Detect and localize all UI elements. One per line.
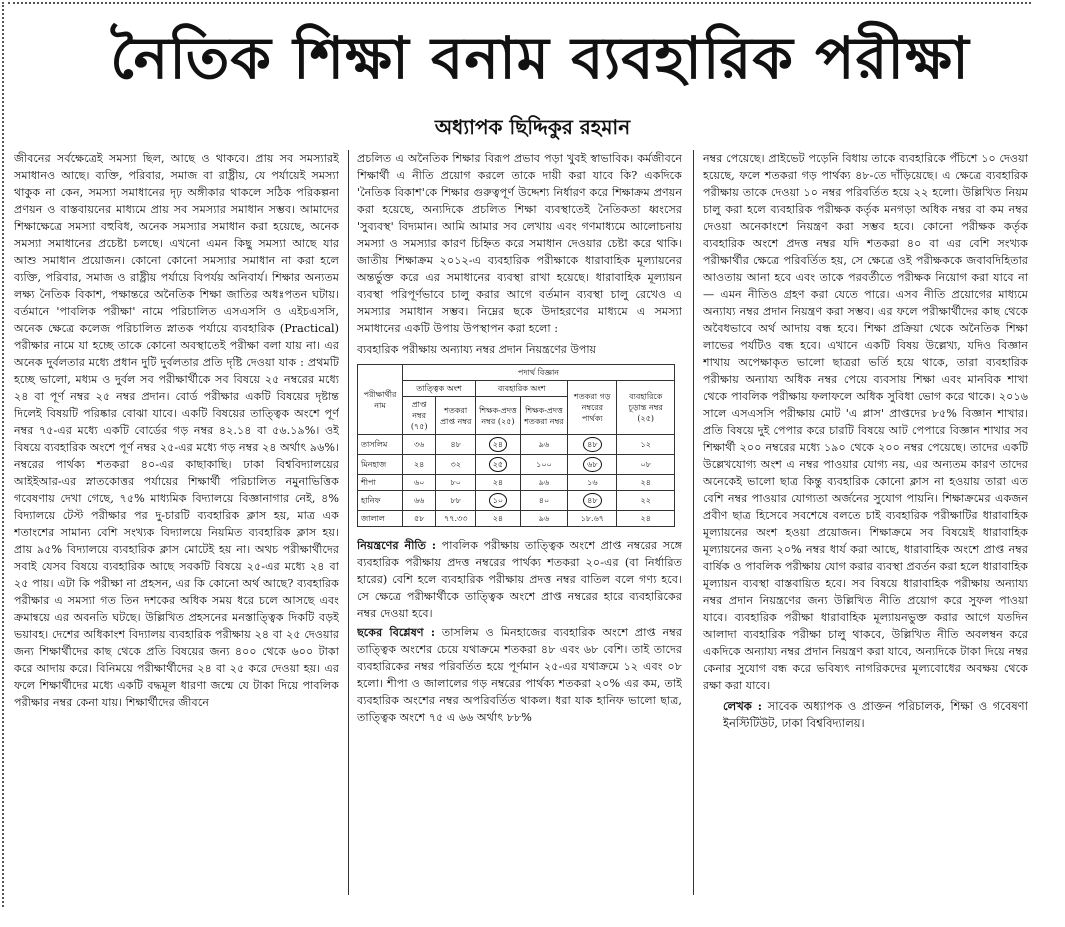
- circled-value: ২৫: [489, 457, 507, 472]
- column-2-paragraph-1: প্রচলিত এ অনৈতিক শিক্ষার বিরূপ প্রভাব পড়া খুবই স্বাভাবিক। কর্মজীবনে শিক্ষার্থী এ নীতি প্রয়োগ করলে তাকে দায়ী করা যাবে কি? একদিকে 'নৈতিক বিকাশ'কে শিক্ষার গুরুত্বপূর্ণ উদ্দেশ্য নির্ধারণ করে শিক্ষাক্রম প্রণয়ন করা হয়েছে, অন্যদিকে প্রচলিত শিক্ষা ব্যবস্থাতেই নৈতিকতা ধ্বংসের 'সুব্যবস্থ' বিদ্যমান। আমি আমার সব লেখায় এবং গণমাধ্যমে আলোচনায় সমস্যা ও সমস্যার কারণ চিহ্নিত করে সমাধান দেওয়ার চেষ্টা করে থাকি। জাতীয় শিক্ষাক্রম ২০১২-এ ব্যবহারিক পরীক্ষাকে ধারাবাহিক মূল্যায়নের অন্তর্ভুক্ত করে এর সমাধানের ব্যবস্থা রাখা হয়েছে। ধারাবাহিক মূল্যায়ন ব্যবস্থা পরিপূর্ণভাবে চালু করার আগে বর্তমান ব্যবস্থা চালু রেখেও এ সমস্যার সমাধান সম্ভব। নিম্নের ছকে উদাহরণের মাধ্যমে এ সমস্যা সমাধানের একটি উপায় উপস্থাপন করা হলো :: [357, 152, 682, 335]
- table-cell: ৫৮: [403, 511, 436, 527]
- table-row: [358, 475, 675, 491]
- column-1: [14, 150, 339, 895]
- author-note: [703, 698, 1028, 732]
- circled-value: ৪৮: [583, 493, 601, 508]
- table-cell-circled: [476, 435, 521, 455]
- article-title: নৈতিক শিক্ষা বনাম ব্যবহারিক পরীক্ষা: [110, 24, 970, 92]
- circled-value: ৬৮: [583, 457, 601, 472]
- table-header-theory: তাত্ত্বিক অংশ: [403, 381, 476, 397]
- table-cell: ২২: [617, 491, 675, 511]
- author-lead: লেখক :: [723, 699, 763, 713]
- table-cell: ৯৬: [520, 475, 568, 491]
- column-2-paragraph-3: [357, 624, 682, 726]
- policy-text: পাবলিক পরীক্ষায় তাত্ত্বিক অংশে প্রাপ্ত নম্বরের সঙ্গে ব্যবহারিক পরীক্ষায় প্রদত্ত নম্বরের পার্থক্য শতকরা ২০-এর (বা নির্ধারিত হারের) বেশি হলে ব্যবহারিক পরীক্ষায় প্রদত্ত নম্বর বাতিল বলে গণ্য হবে। সে ক্ষেত্রে পরীক্ষার্থীকে তাত্ত্বিক অংশে প্রাপ্ত নম্বরের হারে ব্যবহারিকের নম্বর দেওয়া হবে।: [357, 539, 682, 620]
- table-header-row: [358, 381, 675, 397]
- author-text: সাবেক অধ্যাপক ও প্রাক্তন পরিচালক, শিক্ষা ও গবেষণা ইনস্টিটিউট, ঢাকা বিশ্ববিদ্যালয়।: [723, 699, 1028, 730]
- table-cell: ১০০: [520, 455, 568, 475]
- column-divider-2: [693, 150, 694, 895]
- table-cell: ২৪: [476, 511, 521, 527]
- table-header-row: [358, 365, 675, 381]
- circled-value: ২৪: [489, 437, 507, 452]
- circled-value: ১০: [489, 493, 507, 508]
- table-header-obtained: প্রাপ্ত নম্বর (৭৫): [403, 397, 436, 435]
- table-cell: ৩২: [436, 455, 476, 475]
- table-cell-name: হানিফ: [358, 491, 403, 511]
- table-cell: ২৪: [403, 455, 436, 475]
- circled-value: ৪৮: [583, 437, 601, 452]
- policy-lead: নিয়ন্ত্রণের নীতি :: [357, 538, 437, 552]
- table-cell-circled: [476, 455, 521, 475]
- table-cell: ২৪: [617, 475, 675, 491]
- article-byline: অধ্যাপক ছিদ্দিকুর রহমান: [434, 115, 631, 139]
- table-cell: ১৮.৬৭: [568, 511, 617, 527]
- table-cell-name: জালাল: [358, 511, 403, 527]
- table-cell: ৮৮: [436, 491, 476, 511]
- table-row: [358, 435, 675, 455]
- table-cell-name: তাসলিম: [358, 435, 403, 455]
- table-cell: ৬০: [403, 475, 436, 491]
- table-row: [358, 491, 675, 511]
- table-cell: ০৮: [617, 455, 675, 475]
- column-3-paragraph: নম্বর পেয়েছে। প্রাইভেট পড়েনি বিধায় তাকে ব্যবহারিকে পঁচিশে ১০ দেওয়া হয়েছে, ফলে শতকরা গড় পার্থক্য ৪৮-তে দাঁড়িয়েছে। এ ক্ষেত্রে ব্যবহারিক পরীক্ষায় তাকে দেওয়া ১০ নম্বর পরিবর্তিত হয়ে ২২ হলো। উল্লিখিত নিয়ম চালু করা হলে ব্যবহারিক পরীক্ষক কর্তৃক মনগড়া অধিক নম্বর বা কম নম্বর দেওয়া অনেকাংশে নিয়ন্ত্রণ করা সম্ভব হবে। কোনো পরীক্ষক কর্তৃক ব্যবহারিক অংশে প্রদত্ত নম্বর যদি শতকরা ৪০ বা এর বেশি সংখ্যক পরীক্ষার্থীর ক্ষেত্রে পরিবর্তিত হয়, সে ক্ষেত্রে ওই পরীক্ষককে জবাবদিহিতার আওতায় আনা হবে এবং তাকে পরবর্তীতে পরীক্ষক নিয়োগ করা যাবে না— এমন নীতিও গ্রহণ করা যেতে পারে। এসব নীতি প্রয়োগের মাধ্যমে অন্যায্য নম্বর প্রদান নিয়ন্ত্রণ করা সম্ভব। এর ফলে পরীক্ষার্থীদের কাছ থেকে অবৈধভাবে অর্থ আদায় বন্ধ হবে। শিক্ষা প্রক্রিয়া থেকে অনৈতিক শিক্ষা লাভের পর্যটিও বন্ধ হবে। এখানে একটি বিষয় উল্লেখ্য, যদিও বিজ্ঞান শাখায় অপেক্ষাকৃত ভালো ছাত্ররা ভর্তি হয়ে থাকে, তারা ব্যবহারিক পরীক্ষায় অন্যায্য অধিক নম্বর পেয়ে ব্যবসায় শিক্ষা এবং মানবিক শাখা থেকে পাবলিক পরীক্ষায় ফলাফলে অধিক সুবিধা ভোগ করে থাকে। ২০১৬ সালে এসএসসি পরীক্ষায় মোট 'এ প্লাস' প্রাপ্তদের ৮৫% বিজ্ঞান শাখার। প্রতি বিষয়ে দুই পেপার করে চারটি বিষয়ে আট পেপারে বিজ্ঞান শাখার সব শিক্ষার্থী ২০০ নম্বরের মধ্যে ১৯০ থেকে ২০০ নম্বর পেয়েছে। তাদের একটি উল্লেখযোগ্য অংশ এ নম্বর পাওয়ার যোগ্য নয়, এর অন্যতম কারণ তাদের অনেকেই ভালো ছাত্র কিন্তু ব্যবহারিক কোনো ক্লাস না হওয়ায় তারা এত বেশি নম্বর পাওয়ার যোগ্যতা অর্জনের সুযোগ পায়নি। শিক্ষাক্রমের একজন প্রবীণ ছাত্র হিসেবে সবশেষে বলতে চাই ব্যবহারিক পরীক্ষাটির ধারাবাহিক মূল্যায়নের অংশ হওয়া প্রয়োজন। শিক্ষাক্রমে সব বিষয়েই ধারাবাহিক মূল্যায়নের জন্য ২০% নম্বর ধার্য করা আছে, ধারাবাহিক অংশে প্রাপ্ত নম্বর বার্ষিক ও পাবলিক পরীক্ষায় যোগ করার ব্যবস্থা প্রবর্তন করা হলে ধারাবাহিক মূল্যায়ন ব্যবস্থা বাস্তবায়িত হবে। সব বিষয়ে ধারাবাহিক পরীক্ষায় অন্যায্য নম্বর প্রদান নিয়ন্ত্রণের জন্য উল্লিখিত নীতি প্রয়োগ করে সুফল পাওয়া যাবে। ব্যবহারিক পরীক্ষা ধারাবাহিক মূল্যায়নভুক্ত করার আগে যতদিন আলাদা ব্যবহারিক পরীক্ষা চালু থাকবে, উল্লিখিত নীতি অবলম্বন করে একদিকে অন্যায্য নম্বর প্রদান নিয়ন্ত্রণ করা যাবে, অন্যদিকে টাকা দিয়ে নম্বর কেনার সুযোগ বন্ধ করে ভবিষ্যৎ নাগরিকদের মূল্যবোধের অবক্ষয় থেকে রক্ষা করা যাবে।: [703, 152, 1028, 692]
- table-cell: ৮০: [436, 475, 476, 491]
- table-cell: ৭৭.৩৩: [436, 511, 476, 527]
- table-row: [358, 511, 675, 527]
- table-cell-circled: [568, 491, 617, 511]
- table-cell: ৯৬: [520, 435, 568, 455]
- table-cell: ৪৮: [436, 435, 476, 455]
- marks-table: [357, 364, 675, 527]
- table-header-difference: শতকরা গড় নম্বরের পার্থক্য: [568, 381, 617, 435]
- column-2: [357, 150, 682, 900]
- column-2-paragraph-2: [357, 537, 682, 622]
- table-row: [358, 455, 675, 475]
- analysis-text: তাসলিম ও মিনহাজের ব্যবহারিক অংশে প্রাপ্ত নম্বর তাত্ত্বিক অংশের চেয়ে যথাক্রমে শতকরা ৪৮ এবং ৬৮ বেশি। তাই তাদের ব্যবহারিকের নম্বর পরিবর্তিত হয়ে পূর্ণমান ২৫-এর যথাক্রমে ১২ এবং ০৮ হলো। শীপা ও জালালের গড় নম্বরের পার্থক্য শতকরা ২০% এর কম, তাই ব্যবহারিক অংশের নম্বর অপরিবর্তিত থাকল। ধরা যাক হানিফ ভালো ছাত্র, তাত্ত্বিক অংশে ৭৫ এ ৬৬ অর্থাৎ ৮৮%: [357, 626, 682, 724]
- table-cell: ২৪: [476, 475, 521, 491]
- column-3: [703, 150, 1028, 895]
- analysis-lead: ছকের বিশ্লেষণ :: [357, 625, 436, 639]
- table-cell-circled: [476, 491, 521, 511]
- table-cell: ১২: [617, 435, 675, 455]
- column-divider-1: [348, 150, 349, 895]
- table-cell-circled: [568, 455, 617, 475]
- table-title: ব্যবহারিক পরীক্ষায় অন্যায্য নম্বর প্রদান নিয়ন্ত্রণের উপায়: [357, 343, 597, 356]
- top-dotted-border: [8, 2, 1031, 4]
- table-header-percent: শতকরা প্রাপ্ত নম্বর: [436, 397, 476, 435]
- table-cell: ৯৬: [520, 511, 568, 527]
- table-header-teacher-given: শিক্ষক-প্রদত্ত নম্বর (২৫): [476, 397, 521, 435]
- table-header-subject: পদার্থ বিজ্ঞান: [403, 365, 675, 381]
- table-header-practical: ব্যবহারিক অংশ: [476, 381, 568, 397]
- table-header-name: পরীক্ষার্থীর নাম: [358, 365, 403, 435]
- table-cell: ৩৬: [403, 435, 436, 455]
- table-cell-name: মিনহাজ: [358, 455, 403, 475]
- table-cell-name: শীপা: [358, 475, 403, 491]
- table-header-teacher-percent: শিক্ষক-প্রদত্ত শতকরা নম্বর: [520, 397, 568, 435]
- table-cell-circled: [568, 435, 617, 455]
- table-cell: ২৪: [617, 511, 675, 527]
- table-cell: ১৬: [568, 475, 617, 491]
- column-1-paragraph: জীবনের সর্বক্ষেত্রেই সমস্যা ছিল, আছে ও থাকবে। প্রায় সব সমস্যারই সমাধানও আছে। ব্যক্তি, পরিবার, সমাজ বা রাষ্ট্রীয়, যে পর্যায়েই সমস্যা থাকুক না কেন, সমস্যা সমাধানের দৃঢ় অঙ্গীকার থাকলে সঠিক পরিকল্পনা প্রণয়ন ও বাস্তবায়নের মাধ্যমে প্রায় সব সমস্যার সমাধান সম্ভব। আমাদের শিক্ষাক্ষেত্রে সমস্যা বহুবিধ, অনেক সমস্যার সমাধান করা হয়েছে, অনেক সমস্যা সমাধানের প্রচেষ্টা চলছে। এখনো এমন কিছু সমস্যা আছে যার আশু সমাধান প্রয়োজন। কোনো কোনো সমস্যার সমাধান না করা হলে ব্যক্তি, পরিবার, সমাজ ও রাষ্ট্রীয় পর্যায়ে বিপর্যয় অনিবার্য। শিক্ষার অন্যতম লক্ষ্য নৈতিক বিকাশ, পক্ষান্তরে অনৈতিক শিক্ষা জাতির অধঃপতন ঘটায়। বর্তমানে 'পাবলিক পরীক্ষা' নামে পরিচালিত এসএসসি ও এইচএসসি, অনেক ক্ষেত্রে কলেজ পরিচালিত স্নাতক পর্যায়ে ব্যবহারিক (Practical) পরীক্ষার নামে যা হচ্ছে তাকে কোনো অবস্থাতেই পরীক্ষা বলা যায় না। এর অনেক দুর্বলতার মধ্যে প্রধান দুটি দুর্বলতার প্রতি দৃষ্টি দেওয়া যাক : প্রথমটি হচ্ছে ভালো, মধ্যম ও দুর্বল সব পরীক্ষার্থীকে সব বিষয়ে ২৫ নম্বরের মধ্যে ২৪ বা পূর্ণ নম্বর ২৫ নম্বর প্রদান। বোর্ড পরীক্ষার একটি বিষয়ের দৃষ্টান্ত দিলেই বিষয়টি পরিষ্কার বোঝা যাবে। একটি বিষয়ের তাত্ত্বিক অংশে পূর্ণ নম্বর ৭৫-এর মধ্যে একটি বোর্ডের গড় নম্বর ৪২.১৪ বা ৫৬.১৯%। ওই বিষয়ে ব্যবহারিক অংশে পূর্ণ নম্বর ২৫-এর মধ্যে গড় নম্বর ২৪ অর্থাৎ ৯৬%। নম্বরের পার্থক্য শতকরা ৪০-এর কাছাকাছি। ঢাকা বিশ্ববিদ্যালয়ের আইইআর-এর স্নাতকোত্তর পর্যায়ের শিক্ষার্থী পরিচালিত নমুনাভিত্তিক গবেষণায় দেখা গেছে, ৭৫% মাধ্যমিক বিদ্যালয়ে বিজ্ঞানাগার নেই, ৪% বিদ্যালয়ে টেস্ট পরীক্ষার পর দু-চারটি ব্যবহারিক ক্লাস হয়, মাত্র এক শতাংশের সামান্য বেশি সংখ্যক বিদ্যালয়ে নিয়মিত ব্যবহারিক ক্লাস হয়। প্রায় ৯৫% বিদ্যালয়ে ব্যবহারিক ক্লাস মোটেই হয় না। অথচ পরীক্ষার্থীদের সবাই যেসব বিষয়ে ব্যবহারিক আছে সবকটি বিষয়ে ২৫-এর মধ্যে ২৪ বা ২৫ পায়। এটা কি পরীক্ষা না প্রহসন, এর কি কোনো অর্থ আছে? ব্যবহারিক পরীক্ষার এ সমস্যা গত তিন দশকের অধিক সময় ধরে চলে আসছে এবং ক্রমান্বয়ে এর অবনতি ঘটছে। উল্লিখিত প্রহসনের মনস্তাত্ত্বিক দিকটি বড়ই ভয়াবহ। দেশের অধিকাংশ বিদ্যালয় ব্যবহারিক পরীক্ষায় ২৪ বা ২৫ দেওয়ার জন্য শিক্ষার্থীদের কাছ থেকে প্রতি বিষয়ের জন্য ৪০০ থেকে ৬০০ টাকা করে আদায় করে। বিনিময়ে পরীক্ষার্থীদের ২৪ বা ২৫ করে দেওয়া হয়। এর ফলে শিক্ষার্থীদের মধ্যে একটি বদ্ধমূল ধারণা জন্মে যে টাকা দিয়ে পাবলিক পরীক্ষার নম্বর কেনা যায়। শিক্ষার্থীদের জীবনে: [14, 152, 339, 709]
- table-cell: ৪০: [520, 491, 568, 511]
- table-header-final: ব্যবহারিকে চূড়ান্ত নম্বর (২৫): [617, 381, 675, 435]
- table-cell: ৬৬: [403, 491, 436, 511]
